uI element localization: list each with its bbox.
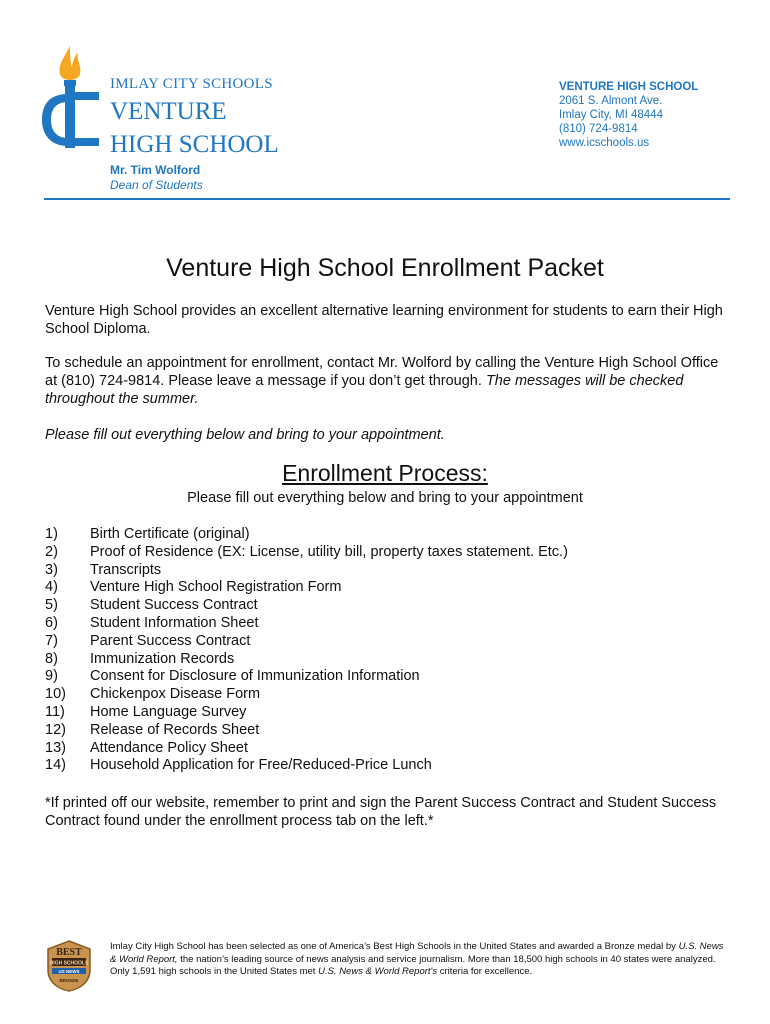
enrollment-steps-list	[45, 526, 568, 775]
enrollment-process-subheading: Please fill out everything below and bring to your appointment	[187, 490, 583, 506]
step-text: Transcripts	[90, 561, 162, 578]
medal-line1: BEST	[56, 947, 82, 958]
step-text: Attendance Policy Sheet	[90, 739, 248, 756]
enrollment-step-item	[45, 686, 568, 704]
step-text: Student Success Contract	[90, 597, 258, 614]
step-number: 9)	[45, 668, 58, 685]
bronze-medal-footer	[110, 941, 725, 979]
step-text: Consent for Disclosure of Immunization Information	[90, 668, 420, 685]
enrollment-step-item	[45, 757, 568, 775]
medal-line3: US NEWS	[58, 969, 80, 974]
contact-address2: Imlay City, MI 48444	[559, 109, 663, 121]
page-title: Venture High School Enrollment Packet	[166, 254, 604, 282]
schedule-italic-note: The messages will be checked throughout the summer.	[45, 373, 684, 407]
step-text: Household Application for Free/Reduced-Price Lunch	[90, 757, 432, 774]
enrollment-process-heading: Enrollment Process:	[282, 460, 488, 486]
step-number: 1)	[45, 526, 58, 542]
enrollment-step-item	[45, 740, 568, 758]
c-letter-icon	[42, 94, 68, 146]
step-number: 4)	[45, 579, 58, 596]
footer-text-3: criteria for excellence.	[437, 966, 533, 977]
step-text: Release of Records Sheet	[90, 721, 260, 738]
dean-name: Mr. Tim Wolford	[110, 163, 201, 177]
footer-text-1: Imlay City High School has been selected as one of America’s Best High Schools in the United States and awarded a Bronze medal by	[110, 941, 679, 952]
contact-address1: 2061 S. Almont Ave.	[559, 95, 663, 107]
step-number: 2)	[45, 543, 58, 560]
step-text: Immunization Records	[90, 650, 235, 667]
enrollment-step-item	[45, 633, 568, 651]
school-name-line1: VENTURE	[110, 98, 227, 125]
step-number: 12)	[45, 721, 66, 738]
dean-block	[110, 163, 203, 193]
footer-italic-2: U.S. News & World Report's	[318, 966, 438, 977]
enrollment-step-item	[45, 526, 568, 544]
website-print-note: *If printed off our website, remember to print and sign the Parent Success Contract and Student Success Contract found under the enrollment process tab on the left.*	[45, 795, 717, 829]
enrollment-step-item	[45, 597, 568, 615]
header-divider	[44, 198, 730, 200]
contact-phone: (810) 724-9814	[559, 123, 638, 135]
step-number: 8)	[45, 650, 58, 667]
torch-flame-icon	[60, 46, 81, 80]
enrollment-step-item	[45, 579, 568, 597]
enrollment-step-item	[45, 544, 568, 562]
footer-text-2: the nation’s leading source of news analysis and service journalism. More than 18,500 high schools in 40 states were analyzed. Only 1,591 high schools in the United States met	[110, 953, 716, 977]
step-number: 10)	[45, 686, 66, 703]
footer-italic-1: U.S. News & World Report,	[110, 941, 724, 965]
schedule-paragraph	[45, 354, 730, 408]
step-text: Venture High School Registration Form	[90, 579, 342, 596]
step-number: 3)	[45, 561, 58, 578]
enrollment-step-item	[45, 704, 568, 722]
contact-school-name: VENTURE HIGH SCHOOL	[559, 81, 699, 93]
step-number: 6)	[45, 614, 58, 631]
step-text: Parent Success Contract	[90, 632, 251, 649]
schedule-text: To schedule an appointment for enrollment, contact Mr. Wolford by calling the Venture High School Office at (810) 724-9814. Please leave a message if you don’t get through.	[45, 355, 719, 389]
best-high-schools-medal-icon	[46, 940, 92, 992]
dean-title: Dean of Students	[110, 178, 203, 192]
enrollment-step-item	[45, 562, 568, 580]
school-torch-logo	[42, 44, 102, 156]
fill-out-instruction: Please fill out everything below and bring to your appointment.	[45, 427, 445, 443]
enrollment-step-item	[45, 722, 568, 740]
step-text: Proof of Residence (EX: License, utility bill, property taxes statement. Etc.)	[90, 543, 568, 560]
step-number: 5)	[45, 597, 58, 614]
enrollment-step-item	[45, 615, 568, 633]
school-name-block	[110, 76, 279, 159]
enrollment-step-item	[45, 668, 568, 686]
contact-website[interactable]: www.icschools.us	[559, 137, 650, 149]
step-number: 14)	[45, 757, 66, 774]
contact-block	[559, 80, 698, 150]
step-text: Birth Certificate (original)	[90, 526, 250, 542]
intro-paragraph: Venture High School provides an excellent alternative learning environment for students to earn their High School Diploma.	[45, 303, 723, 337]
step-text: Chickenpox Disease Form	[90, 686, 261, 703]
enrollment-step-item	[45, 651, 568, 669]
step-number: 7)	[45, 632, 58, 649]
step-number: 13)	[45, 739, 66, 756]
step-text: Student Information Sheet	[90, 614, 259, 631]
district-name: IMLAY CITY SCHOOLS	[110, 76, 273, 92]
school-name-line2: HIGH SCHOOL	[110, 131, 279, 158]
step-number: 11)	[45, 703, 65, 720]
medal-line4: BRONZE	[59, 978, 79, 983]
medal-line2: HIGH SCHOOLS	[49, 960, 89, 967]
step-text: Home Language Survey	[90, 703, 247, 720]
